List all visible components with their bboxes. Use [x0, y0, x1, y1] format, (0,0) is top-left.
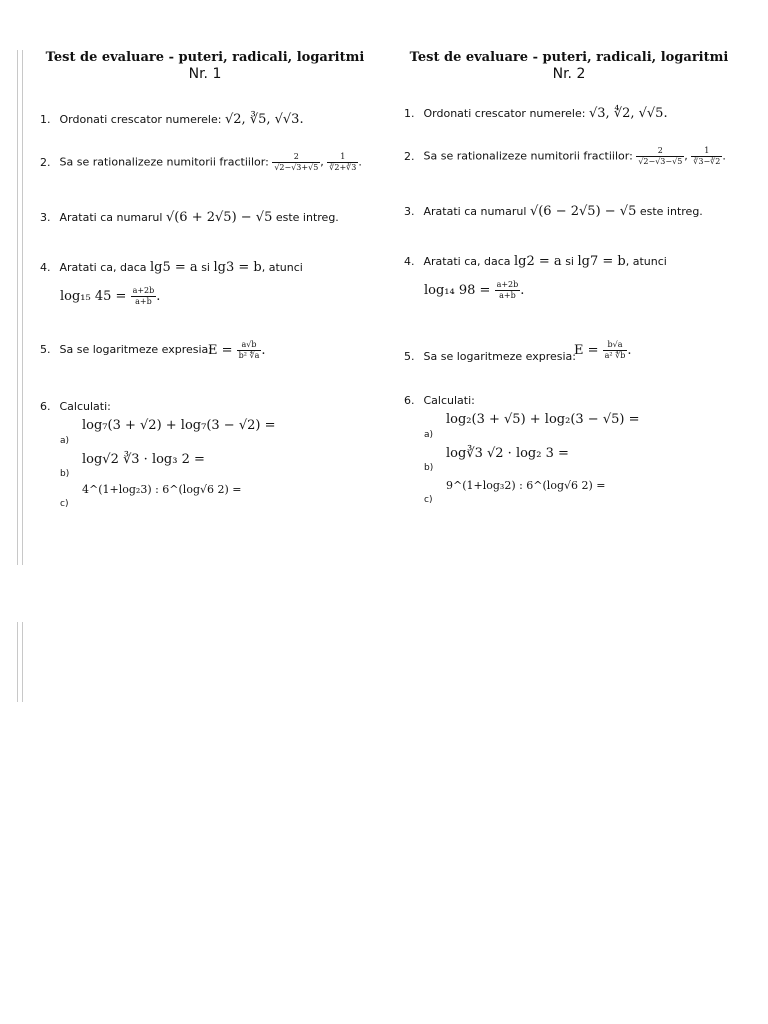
- question-6a-label: a): [60, 436, 70, 446]
- question-6c-expr: 4^(1+log₂3) : 6^(log√6 2) =: [82, 483, 242, 496]
- fraction-1: $\frac{2}{√2-√3+√5}$: [274, 152, 319, 172]
- fraction-1: $\frac{2}{√2-√3-√5}$: [638, 146, 683, 166]
- question-6b-label: b): [60, 469, 70, 479]
- question-1-math: √2, ∛5, √√3.: [224, 112, 304, 127]
- question-6a-expr: log₂(3 + √5) + log₂(3 − √5) =: [446, 412, 640, 427]
- test-number: Nr. 1: [188, 66, 222, 82]
- question-6a-expr: log₇(3 + √2) + log₇(3 − √2) =: [82, 418, 276, 433]
- question-3-math: √(6 − 2√5) − √5: [529, 204, 637, 219]
- question-1: 1. Ordonati crescator numerele: √2, ∛5, √√3.: [40, 112, 304, 127]
- question-5-formula: E = $\frac{a√b}{\text{b² ∜a}}$ .: [208, 340, 266, 360]
- test-title: Test de evaluare - puteri, radicali, logaritmi: [409, 50, 729, 65]
- margin-bar-top: [17, 50, 23, 565]
- question-6b-expr: log∛3 √2 · log₂ 3 =: [446, 446, 569, 461]
- question-4: 4. Aratati ca, daca lg5 = a si lg3 = b, atunci: [40, 260, 303, 275]
- test-number: Nr. 2: [552, 66, 586, 82]
- fraction-q5: $\frac{a√b}{\text{b² ∜a}}$: [238, 340, 260, 360]
- question-6: 6. Calculati:: [404, 394, 475, 407]
- question-6b-label: b): [424, 463, 434, 473]
- question-3: 3. Aratati ca numarul √(6 + 2√5) − √5 este intreg.: [40, 210, 339, 225]
- fraction-2: $\frac{1}{∛2+∛3}$: [329, 152, 357, 172]
- question-6: 6. Calculati:: [40, 400, 111, 413]
- question-6c-label: c): [424, 495, 433, 505]
- fraction-q4: $\frac{a+2b}{a+b}$: [132, 286, 155, 306]
- question-6c-label: c): [60, 499, 69, 509]
- question-4: 4. Aratati ca, daca lg2 = a si lg7 = b, atunci: [404, 254, 667, 269]
- question-5: 5. Sa se logaritmeze expresia:: [40, 343, 212, 356]
- question-2: 2. Sa se rationalizeze numitorii fractiilor: $\frac{2}{√2-√3-√5}$ , $\frac{1}{∛3-∛2}$ .: [404, 146, 726, 166]
- question-1-math: √3, ∜2, √√5.: [588, 106, 668, 121]
- question-1: 1. Ordonati crescator numerele: √3, ∜2, √√5.: [404, 106, 668, 121]
- question-2: 2. Sa se rationalizeze numitorii fractiilor: $\frac{2}{√2-√3+√5}$ , $\frac{1}{∛2+∛3}$ .: [40, 152, 362, 172]
- test-title: Test de evaluare - puteri, radicali, logaritmi: [45, 50, 365, 65]
- margin-bar-bottom: [17, 622, 23, 702]
- question-6a-label: a): [424, 430, 434, 440]
- question-6b-expr: log√2 ∛3 · log₃ 2 =: [82, 452, 205, 467]
- question-5: 5. Sa se logaritmeze expresia:: [404, 350, 576, 363]
- question-3: 3. Aratati ca numarul √(6 − 2√5) − √5 este intreg.: [404, 204, 703, 219]
- test-sheet-1: [40, 50, 370, 509]
- question-3-math: √(6 + 2√5) − √5: [165, 210, 273, 225]
- question-4-formula: log₁₄ 98 = $\frac{a+2b}{a+b}$ .: [424, 280, 525, 300]
- question-6c-expr: 9^(1+log₃2) : 6^(log√6 2) =: [446, 479, 606, 492]
- fraction-q5: $\frac{b√a}{\text{a² ∜b}}$: [604, 340, 626, 360]
- fraction-2: $\frac{1}{∛3-∛2}$: [693, 146, 721, 166]
- fraction-q4: $\frac{a+2b}{a+b}$: [496, 280, 519, 300]
- question-5-formula: E = $\frac{b√a}{\text{a² ∜b}}$ .: [574, 340, 632, 360]
- question-4-formula: log₁₅ 45 = $\frac{a+2b}{a+b}$ .: [60, 286, 161, 306]
- test-sheet-2: [404, 50, 734, 505]
